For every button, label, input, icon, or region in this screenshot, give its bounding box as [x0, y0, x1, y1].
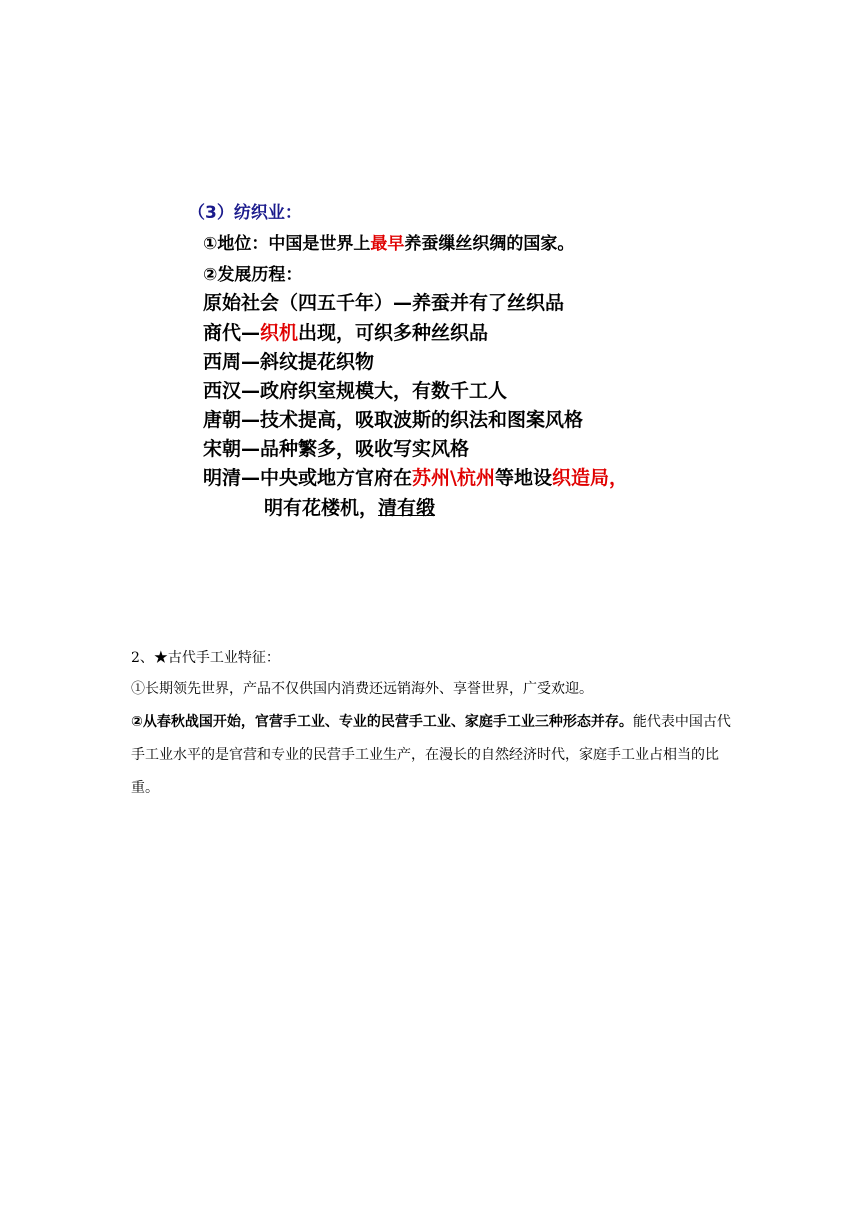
history-tang: 唐朝—技术提高，吸取波斯的织法和图案风格 [203, 409, 584, 431]
history-label: ②发展历程： [203, 265, 303, 285]
history-song: 宋朝—品种繁多，吸收写实风格 [203, 438, 470, 460]
handicraft-point-1: ①长期领先世界，产品不仅供国内消费还远销海外、享誉世界，广受欢迎。 [131, 681, 593, 697]
handicraft-point-2 [131, 706, 736, 805]
history-shang [203, 318, 488, 345]
ming-middle: 等地设 [494, 467, 552, 489]
history-ming-qing [203, 463, 628, 490]
section-heading-textile: （3）纺织业： [188, 203, 302, 223]
textile-position-line [203, 229, 574, 254]
position-suffix: 养蚕缫丝织绸的国家。 [404, 234, 575, 254]
shang-highlight: 织机 [260, 322, 299, 344]
ming-comma: ， [609, 467, 629, 489]
point-2-rest: 能代表中国古代手工业水平的是官营和专业的民营手工业生产，在漫长的自然经济时代，家庭手工业占相当的比重。 [131, 714, 731, 796]
history-western-zhou: 西周—斜纹提花织物 [203, 351, 375, 373]
ming-prefix: 明清—中央或地方官府在 [203, 467, 413, 489]
position-prefix: ①地位：中国是世界上 [203, 234, 371, 254]
section-heading-handicraft: 2、★古代手工业特征： [131, 650, 280, 666]
ming-bureau: 织造局 [551, 467, 609, 489]
shang-suffix: 出现，可织多种丝织品 [298, 322, 489, 344]
history-ming-qing-second [264, 493, 435, 520]
ming-second-underline: 清有缎 [378, 497, 436, 519]
history-western-han: 西汉—政府织室规模大，有数千工人 [203, 380, 508, 402]
shang-prefix: 商代— [203, 322, 261, 344]
history-primitive: 原始社会（四五千年）—养蚕并有了丝织品 [203, 292, 565, 314]
position-highlight: 最早 [370, 234, 405, 254]
ming-place: 苏州\杭州 [412, 467, 495, 489]
point-2-bold: ②从春秋战国开始，官营手工业、专业的民营手工业、家庭手工业三种形态并存。 [131, 714, 633, 730]
ming-second-prefix: 明有花楼机， [264, 497, 379, 519]
